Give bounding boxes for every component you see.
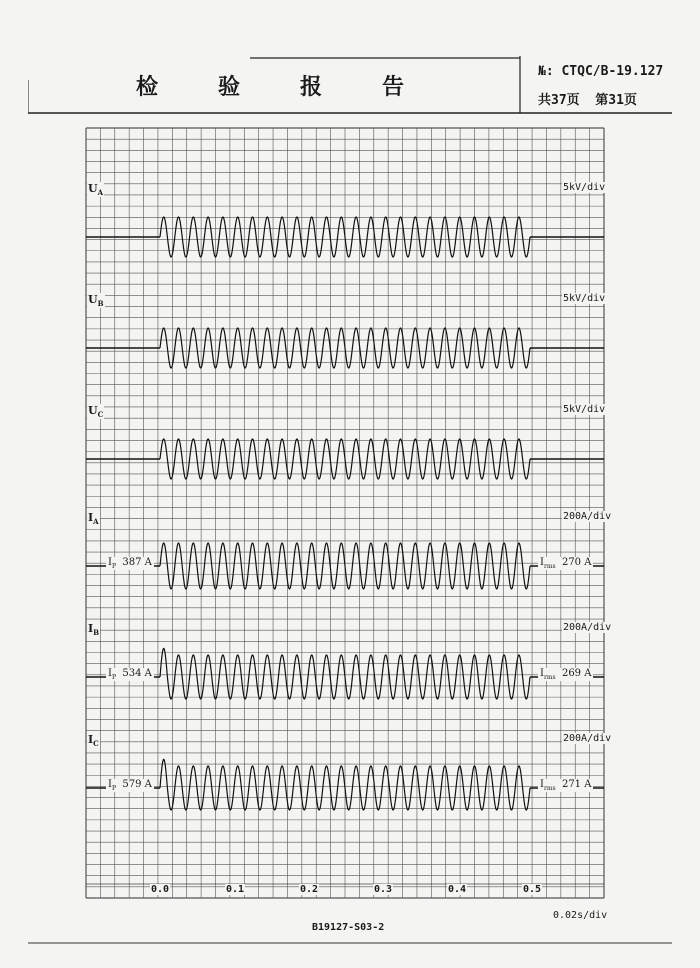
page-count: 共37页 第31页 bbox=[538, 93, 637, 108]
time-tick-label: 0.0 bbox=[151, 884, 170, 895]
title-char-3: 报 bbox=[300, 74, 325, 100]
time-tick-label: 0.5 bbox=[523, 884, 542, 895]
channel-scale: 5kV/div bbox=[563, 293, 606, 304]
channel-label-uc: $U_C$ bbox=[88, 404, 104, 420]
channel-label-ia: $I_A$ bbox=[88, 511, 99, 527]
channel-scale: 5kV/div bbox=[563, 404, 606, 415]
report-number: №: CTQC/B-19.127 bbox=[538, 64, 664, 79]
channel-label-ua: $U_A$ bbox=[88, 182, 104, 198]
channel-label-ib: $I_B$ bbox=[88, 622, 100, 638]
footer-line bbox=[0, 939, 700, 949]
peak-current: $I_P$ 534 A bbox=[108, 668, 152, 681]
title-char-1: 检 bbox=[136, 74, 161, 100]
channel-scale: 200A/div bbox=[563, 733, 612, 744]
footer-code: B19127-S03-2 bbox=[312, 922, 385, 933]
title-char-2: 验 bbox=[218, 74, 243, 100]
rms-current: $I_{rms}$ 269 A bbox=[540, 668, 592, 681]
channel-scale: 200A/div bbox=[563, 511, 612, 522]
time-tick-label: 0.1 bbox=[226, 884, 245, 895]
title-char-4: 告 bbox=[382, 74, 407, 100]
time-scale: 0.02s/div bbox=[553, 910, 608, 921]
peak-current: $I_P$ 387 A bbox=[108, 557, 152, 570]
channel-label-ic: $I_C$ bbox=[88, 733, 99, 749]
time-tick-label: 0.3 bbox=[374, 884, 393, 895]
peak-current: $I_P$ 579 A bbox=[108, 779, 152, 792]
time-tick-label: 0.4 bbox=[448, 884, 467, 895]
channel-scale: 5kV/div bbox=[563, 182, 606, 193]
rms-current: $I_{rms}$ 271 A bbox=[540, 779, 592, 792]
rms-current: $I_{rms}$ 270 A bbox=[540, 557, 592, 570]
channel-scale: 200A/div bbox=[563, 622, 612, 633]
channel-label-ub: $U_B$ bbox=[88, 293, 104, 309]
time-tick-label: 0.2 bbox=[300, 884, 319, 895]
